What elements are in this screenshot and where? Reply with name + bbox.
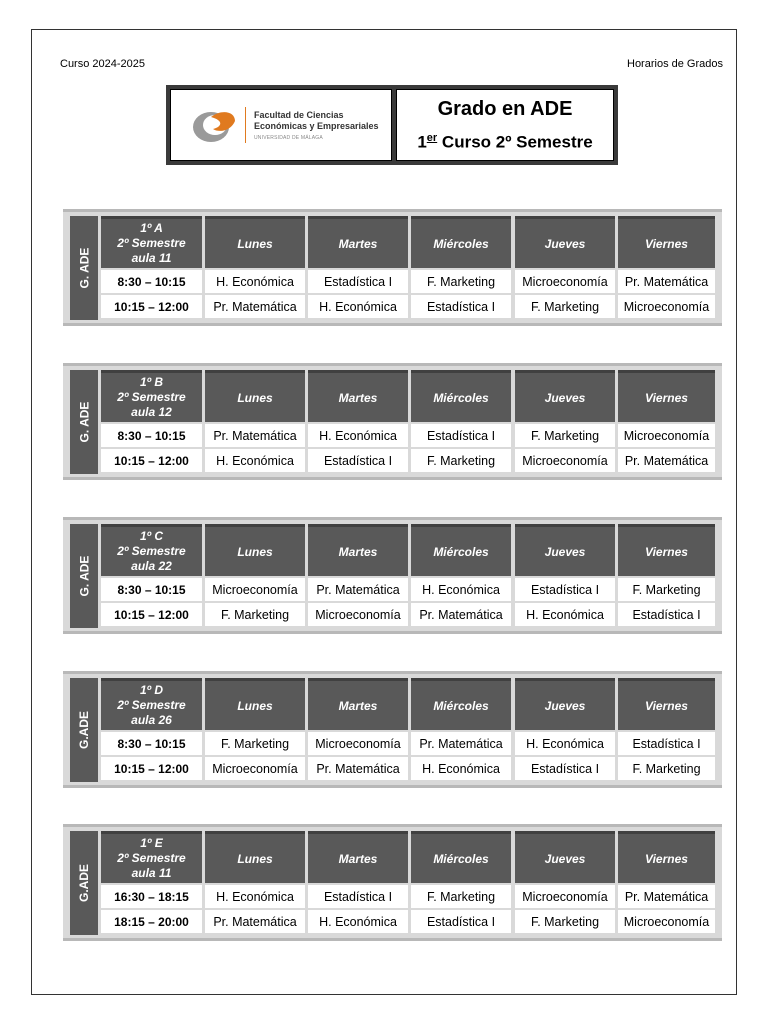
subject-cell: F. Marketing bbox=[515, 424, 615, 447]
group-info-line: 2º Semestre bbox=[117, 236, 186, 250]
time-slot-cell: 18:15 – 20:00 bbox=[101, 910, 202, 933]
subject-cell: F. Marketing bbox=[411, 885, 511, 908]
title-cell bbox=[396, 89, 614, 161]
time-slot-cell: 8:30 – 10:15 bbox=[101, 424, 202, 447]
subject-cell: Microeconomía bbox=[515, 270, 615, 293]
group-info-line: 1º C bbox=[139, 529, 164, 543]
subject-cell: Microeconomía bbox=[515, 449, 615, 472]
degree-side-label bbox=[70, 678, 98, 782]
day-header-cell: Martes bbox=[308, 678, 408, 730]
time-slot-cell: 8:30 – 10:15 bbox=[101, 732, 202, 755]
faculty-logo-icon bbox=[191, 105, 237, 145]
subject-cell: F. Marketing bbox=[618, 578, 715, 601]
subject-cell: H. Económica bbox=[515, 732, 615, 755]
day-header-cell: Lunes bbox=[205, 678, 305, 730]
day-header-cell: Miércoles bbox=[411, 678, 511, 730]
faculty-logo bbox=[170, 89, 392, 161]
subject-cell: Pr. Matemática bbox=[205, 910, 305, 933]
group-info-line: 1º E bbox=[140, 836, 163, 850]
logo-text bbox=[254, 110, 379, 141]
subject-cell: F. Marketing bbox=[411, 270, 511, 293]
subject-cell: Estadística I bbox=[515, 757, 615, 780]
subject-cell: F. Marketing bbox=[515, 910, 615, 933]
day-header-cell: Lunes bbox=[205, 524, 305, 576]
day-header-cell: Martes bbox=[308, 216, 408, 268]
day-header-cell: Viernes bbox=[618, 370, 715, 422]
time-slot-cell: 10:15 – 12:00 bbox=[101, 449, 202, 472]
logo-line-1: Facultad de Ciencias bbox=[254, 109, 344, 120]
group-header-cell bbox=[101, 524, 202, 576]
day-header-cell: Lunes bbox=[205, 216, 305, 268]
group-info-line: aula 12 bbox=[131, 405, 172, 419]
subject-cell: H. Económica bbox=[411, 578, 511, 601]
day-header-cell: Martes bbox=[308, 370, 408, 422]
degree-side-text: G. ADE bbox=[77, 401, 91, 443]
degree-side-label bbox=[70, 524, 98, 628]
degree-side-label bbox=[70, 370, 98, 474]
degree-side-label bbox=[70, 831, 98, 935]
logo-separator bbox=[245, 107, 246, 143]
group-info-line: 2º Semestre bbox=[117, 390, 186, 404]
group-info-line: 2º Semestre bbox=[117, 851, 186, 865]
group-header-cell bbox=[101, 831, 202, 883]
group-info-line: 2º Semestre bbox=[117, 698, 186, 712]
subject-cell: Estadística I bbox=[411, 910, 511, 933]
subject-cell: Pr. Matemática bbox=[618, 270, 715, 293]
group-info-line: 1º D bbox=[139, 683, 164, 697]
subject-cell: Estadística I bbox=[411, 424, 511, 447]
course-semester-title bbox=[417, 126, 592, 155]
logo-university: UNIVERSIDAD DE MÁLAGA bbox=[254, 134, 323, 141]
subject-cell: H. Económica bbox=[205, 885, 305, 908]
course-ordinal: er bbox=[426, 131, 438, 144]
day-header-cell: Miércoles bbox=[411, 370, 511, 422]
subject-cell: Pr. Matemática bbox=[308, 757, 408, 780]
degree-title: Grado en ADE bbox=[437, 97, 573, 120]
day-header-cell: Viernes bbox=[618, 216, 715, 268]
schedule-table bbox=[63, 363, 722, 480]
subject-cell: Pr. Matemática bbox=[205, 424, 305, 447]
subject-cell: F. Marketing bbox=[205, 603, 305, 626]
subject-cell: F. Marketing bbox=[515, 295, 615, 318]
time-slot-cell: 10:15 – 12:00 bbox=[101, 295, 202, 318]
subject-cell: Estadística I bbox=[618, 603, 715, 626]
day-header-cell: Lunes bbox=[205, 370, 305, 422]
day-header-cell: Miércoles bbox=[411, 524, 511, 576]
subject-cell: H. Económica bbox=[515, 603, 615, 626]
time-slot-cell: 10:15 – 12:00 bbox=[101, 603, 202, 626]
subject-cell: Estadística I bbox=[411, 295, 511, 318]
day-header-cell: Jueves bbox=[515, 216, 615, 268]
day-header-cell: Viernes bbox=[618, 831, 715, 883]
subject-cell: Microeconomía bbox=[308, 732, 408, 755]
subject-cell: H. Económica bbox=[205, 270, 305, 293]
group-header-cell bbox=[101, 216, 202, 268]
subject-cell: Microeconomía bbox=[308, 603, 408, 626]
subject-cell: Pr. Matemática bbox=[618, 449, 715, 472]
degree-side-label bbox=[70, 216, 98, 320]
subject-cell: Microeconomía bbox=[618, 424, 715, 447]
subject-cell: F. Marketing bbox=[618, 757, 715, 780]
group-info-line: aula 11 bbox=[131, 251, 172, 265]
subject-cell: H. Económica bbox=[205, 449, 305, 472]
degree-side-text: G. ADE bbox=[77, 555, 91, 597]
day-header-cell: Martes bbox=[308, 524, 408, 576]
schedule-table bbox=[63, 517, 722, 634]
time-slot-cell: 8:30 – 10:15 bbox=[101, 578, 202, 601]
schedule-table bbox=[63, 824, 722, 941]
group-header-cell bbox=[101, 370, 202, 422]
title-box bbox=[166, 85, 618, 165]
group-info-line: 2º Semestre bbox=[117, 544, 186, 558]
group-info-line: 1º B bbox=[139, 375, 164, 389]
day-header-cell: Jueves bbox=[515, 524, 615, 576]
subject-cell: F. Marketing bbox=[411, 449, 511, 472]
subject-cell: F. Marketing bbox=[205, 732, 305, 755]
day-header-cell: Miércoles bbox=[411, 216, 511, 268]
subject-cell: H. Económica bbox=[411, 757, 511, 780]
subject-cell: Microeconomía bbox=[618, 295, 715, 318]
subject-cell: Estadística I bbox=[515, 578, 615, 601]
subject-cell: Pr. Matemática bbox=[308, 578, 408, 601]
subject-cell: Pr. Matemática bbox=[618, 885, 715, 908]
subject-cell: Estadística I bbox=[308, 885, 408, 908]
subject-cell: Estadística I bbox=[618, 732, 715, 755]
course-semester-text: Curso 2º Semestre bbox=[437, 132, 593, 152]
time-slot-cell: 10:15 – 12:00 bbox=[101, 757, 202, 780]
degree-side-text: G.ADE bbox=[77, 863, 92, 903]
group-info-line: aula 26 bbox=[131, 713, 172, 727]
subject-cell: Estadística I bbox=[308, 449, 408, 472]
course-number: 1 bbox=[417, 132, 427, 152]
schedules-header: Horarios de Grados bbox=[627, 58, 723, 70]
degree-side-text: G. ADE bbox=[77, 247, 91, 289]
subject-cell: Pr. Matemática bbox=[205, 295, 305, 318]
subject-cell: Microeconomía bbox=[618, 910, 715, 933]
day-header-cell: Viernes bbox=[618, 524, 715, 576]
time-slot-cell: 16:30 – 18:15 bbox=[101, 885, 202, 908]
schedule-table bbox=[63, 671, 722, 788]
subject-cell: Pr. Matemática bbox=[411, 603, 511, 626]
day-header-cell: Martes bbox=[308, 831, 408, 883]
day-header-cell: Jueves bbox=[515, 831, 615, 883]
time-slot-cell: 8:30 – 10:15 bbox=[101, 270, 202, 293]
subject-cell: Microeconomía bbox=[205, 578, 305, 601]
day-header-cell: Viernes bbox=[618, 678, 715, 730]
subject-cell: Estadística I bbox=[308, 270, 408, 293]
group-info-line: aula 22 bbox=[131, 559, 172, 573]
day-header-cell: Jueves bbox=[515, 370, 615, 422]
group-header-cell bbox=[101, 678, 202, 730]
logo-line-2: Económicas y Empresariales bbox=[254, 120, 379, 131]
subject-cell: H. Económica bbox=[308, 910, 408, 933]
group-info-line: 1º A bbox=[140, 221, 163, 235]
subject-cell: H. Económica bbox=[308, 424, 408, 447]
schedule-table bbox=[63, 209, 722, 326]
subject-cell: Microeconomía bbox=[515, 885, 615, 908]
subject-cell: Pr. Matemática bbox=[411, 732, 511, 755]
course-year-header: Curso 2024-2025 bbox=[60, 58, 146, 70]
degree-side-text: G.ADE bbox=[77, 710, 92, 750]
day-header-cell: Jueves bbox=[515, 678, 615, 730]
day-header-cell: Lunes bbox=[205, 831, 305, 883]
group-info-line: aula 11 bbox=[131, 866, 172, 880]
subject-cell: Microeconomía bbox=[205, 757, 305, 780]
subject-cell: H. Económica bbox=[308, 295, 408, 318]
day-header-cell: Miércoles bbox=[411, 831, 511, 883]
